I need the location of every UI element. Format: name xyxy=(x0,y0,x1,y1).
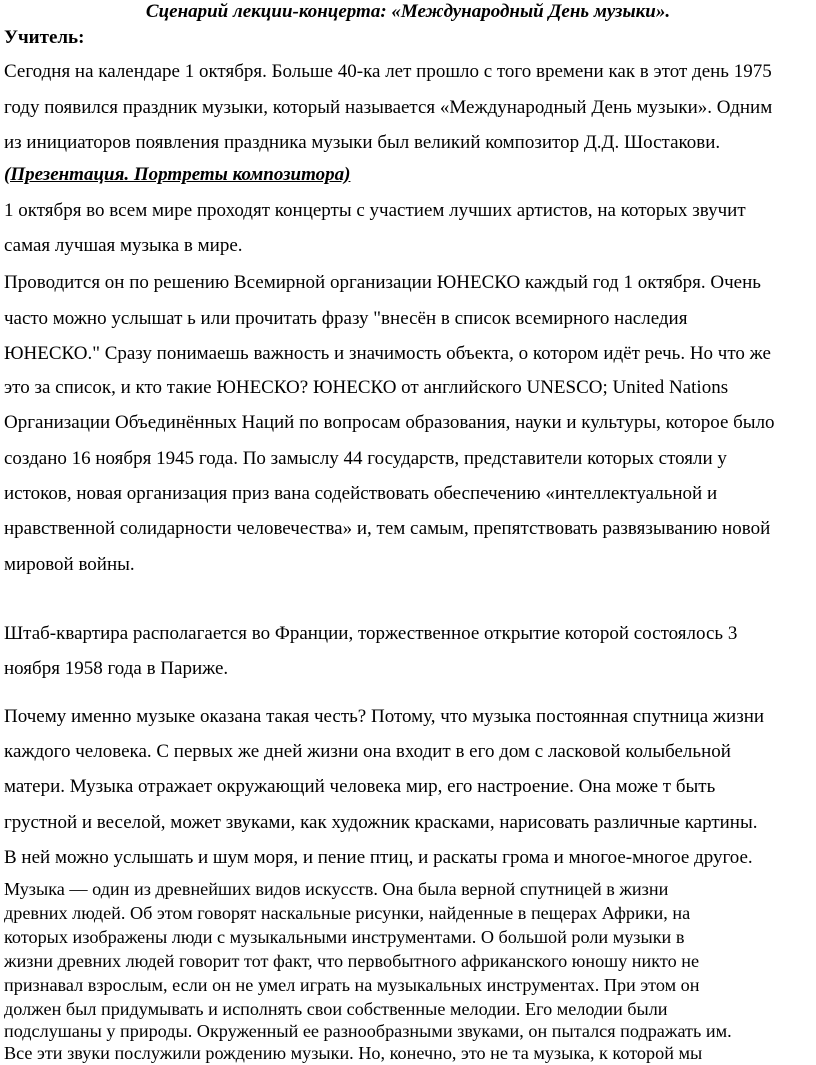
text-line: древних людей. Об этом говорят наскальные рисунки, найденные в пещерах Африки, на xyxy=(4,903,691,923)
text-line: часто можно услышат ь или прочитать фразу "внесён в список всемирного наследия xyxy=(4,308,688,329)
text-line: году появился праздник музыки, который называется «Международный День музыки». Одним xyxy=(4,97,773,118)
text-line: каждого человека. С первых же дней жизни она входит в его дом с ласковой колыбельной xyxy=(4,741,731,762)
text-line: самая лучшая музыка в мире. xyxy=(4,235,243,256)
text-line: Музыка — один из древнейших видов искусств. Она была верной спутницей в жизни xyxy=(4,879,669,899)
speaker-label: Учитель: xyxy=(4,27,85,48)
text-line: должен был придумывать и исполнять свои собственные мелодии. Его мелодии были xyxy=(4,999,668,1019)
text-line: Штаб-квартира располагается во Франции, торжественное открытие которой состоялось 3 xyxy=(4,623,738,644)
text-line: Почему именно музыке оказана такая честь? Потому, что музыка постоянная спутница жизни xyxy=(4,706,765,727)
text-line: 1 октября во всем мире проходят концерты с участием лучших артистов, на которых звучит xyxy=(4,200,746,221)
text-line: создано 16 ноября 1945 года. По замыслу 44 государств, представители которых стояли у xyxy=(4,448,727,469)
text-line: это за список, и кто такие ЮНЕСКО? ЮНЕСКО от английского UNESCO; United Nations xyxy=(4,377,729,398)
text-line: В ней можно услышать и шум моря, и пение птиц, и раскаты грома и многое-многое другое. xyxy=(4,847,753,868)
text-line: Проводится он по решению Всемирной организации ЮНЕСКО каждый год 1 октября. Очень xyxy=(4,272,761,293)
text-line: нравственной солидарности человечества» и, тем самым, препятствовать развязыванию новой xyxy=(4,518,771,539)
text-line: Сегодня на календаре 1 октября. Больше 40-ка лет прошло с того времени как в этот день 1975 xyxy=(4,61,772,82)
text-line: грустной и веселой, может звуками, как художник красками, нарисовать различные картины. xyxy=(4,812,758,833)
text-line: ЮНЕСКО." Сразу понимаешь важность и значимость объекта, о котором идёт речь. Но что же xyxy=(4,343,771,364)
text-line: из инициаторов появления праздника музыки был великий композитор Д.Д. Шостакови. xyxy=(4,132,721,153)
text-line: Организации Объединённых Наций по вопросам образования, науки и культуры, которое было xyxy=(4,412,775,433)
text-line: истоков, новая организация приз вана содействовать обеспечению «интеллектуальной и xyxy=(4,483,718,504)
text-line: подслушаны у природы. Окруженный ее разнообразными звуками, он пытался подражать им. xyxy=(4,1021,732,1041)
document-title: Сценарий лекции-концерта: «Международный День музыки». xyxy=(145,1,671,22)
stage-note: (Презентация. Портреты композитора) xyxy=(4,164,351,185)
text-line: признавал взрослым, если он не умел играть на музыкальных инструментах. При этом он xyxy=(4,975,700,995)
text-line: матери. Музыка отражает окружающий человека мир, его настроение. Она може т быть xyxy=(4,776,716,797)
text-line: ноября 1958 года в Париже. xyxy=(4,658,229,679)
text-line: которых изображены люди с музыкальными инструментами. О большой роли музыки в xyxy=(4,927,685,947)
text-line: жизни древних людей говорит тот факт, что первобытного африканского юношу никто не xyxy=(4,951,700,971)
text-line: мировой войны. xyxy=(4,554,135,575)
text-line: Все эти звуки послужили рождению музыки. Но, конечно, это не та музыка, к которой мы xyxy=(4,1043,703,1063)
